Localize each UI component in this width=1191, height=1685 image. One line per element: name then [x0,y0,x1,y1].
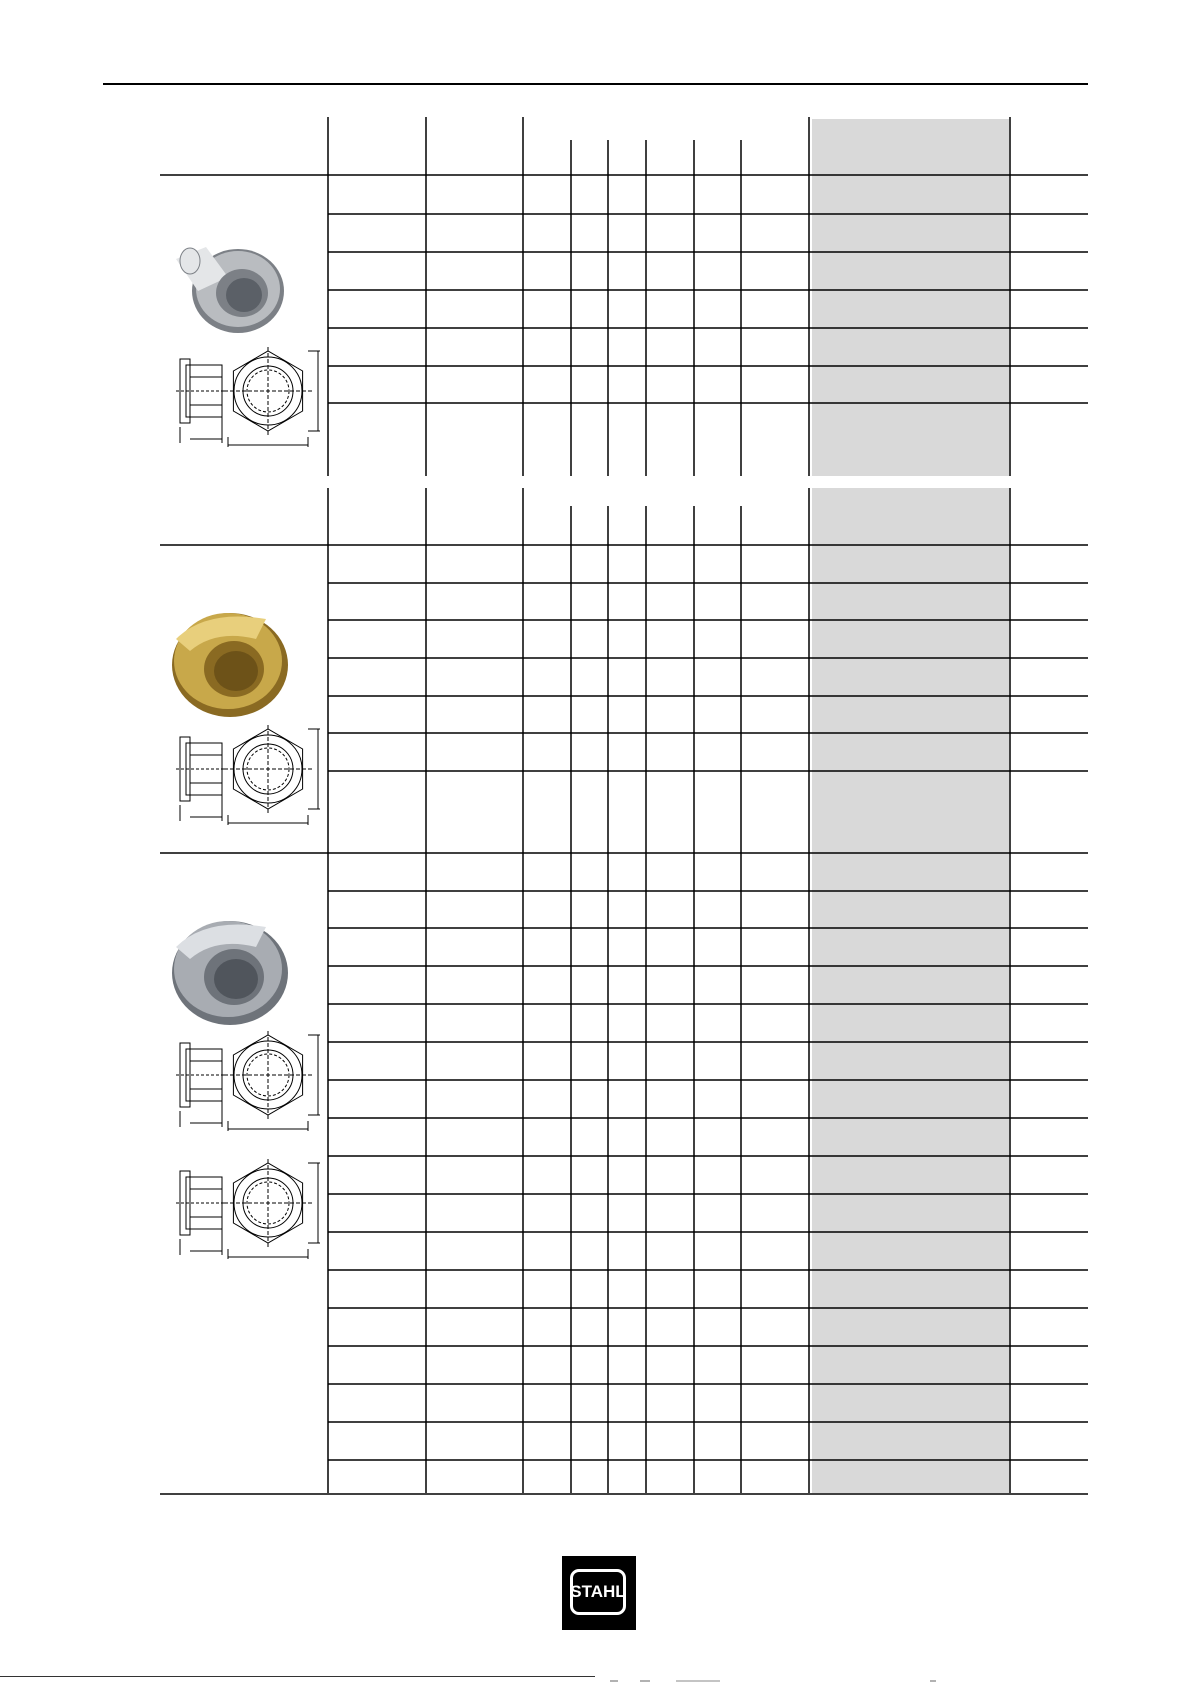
section-1-technical-drawing [176,347,320,447]
footer-rule [0,1676,595,1677]
subcol-gap-2 [644,488,648,506]
section-2-product-image [172,613,288,717]
subcol-gap-1 [606,117,610,140]
section-3-product-image [172,921,288,1025]
shaded-column-block-2 [812,488,1009,1493]
section-3-technical-drawing-a [176,1031,320,1131]
shaded-column-block-1 [812,119,1009,476]
stahl-logo [562,1556,636,1630]
subcol-gap-3 [692,488,696,506]
section-1-product-image [176,247,284,333]
subcol-gap-1 [606,488,610,506]
logo-wordmark: STAHL [570,1582,626,1601]
subcol-gap-4 [739,488,743,506]
section-2-technical-drawing [176,725,320,825]
subcol-gap-0 [569,117,573,140]
section-3-technical-drawing-b [176,1159,320,1259]
subcol-gap-4 [739,117,743,140]
footer-marks [610,1678,940,1684]
subcol-gap-0 [569,488,573,506]
subcol-gap-3 [692,117,696,140]
logo-frame [570,1569,626,1615]
subcol-gap-2 [644,117,648,140]
